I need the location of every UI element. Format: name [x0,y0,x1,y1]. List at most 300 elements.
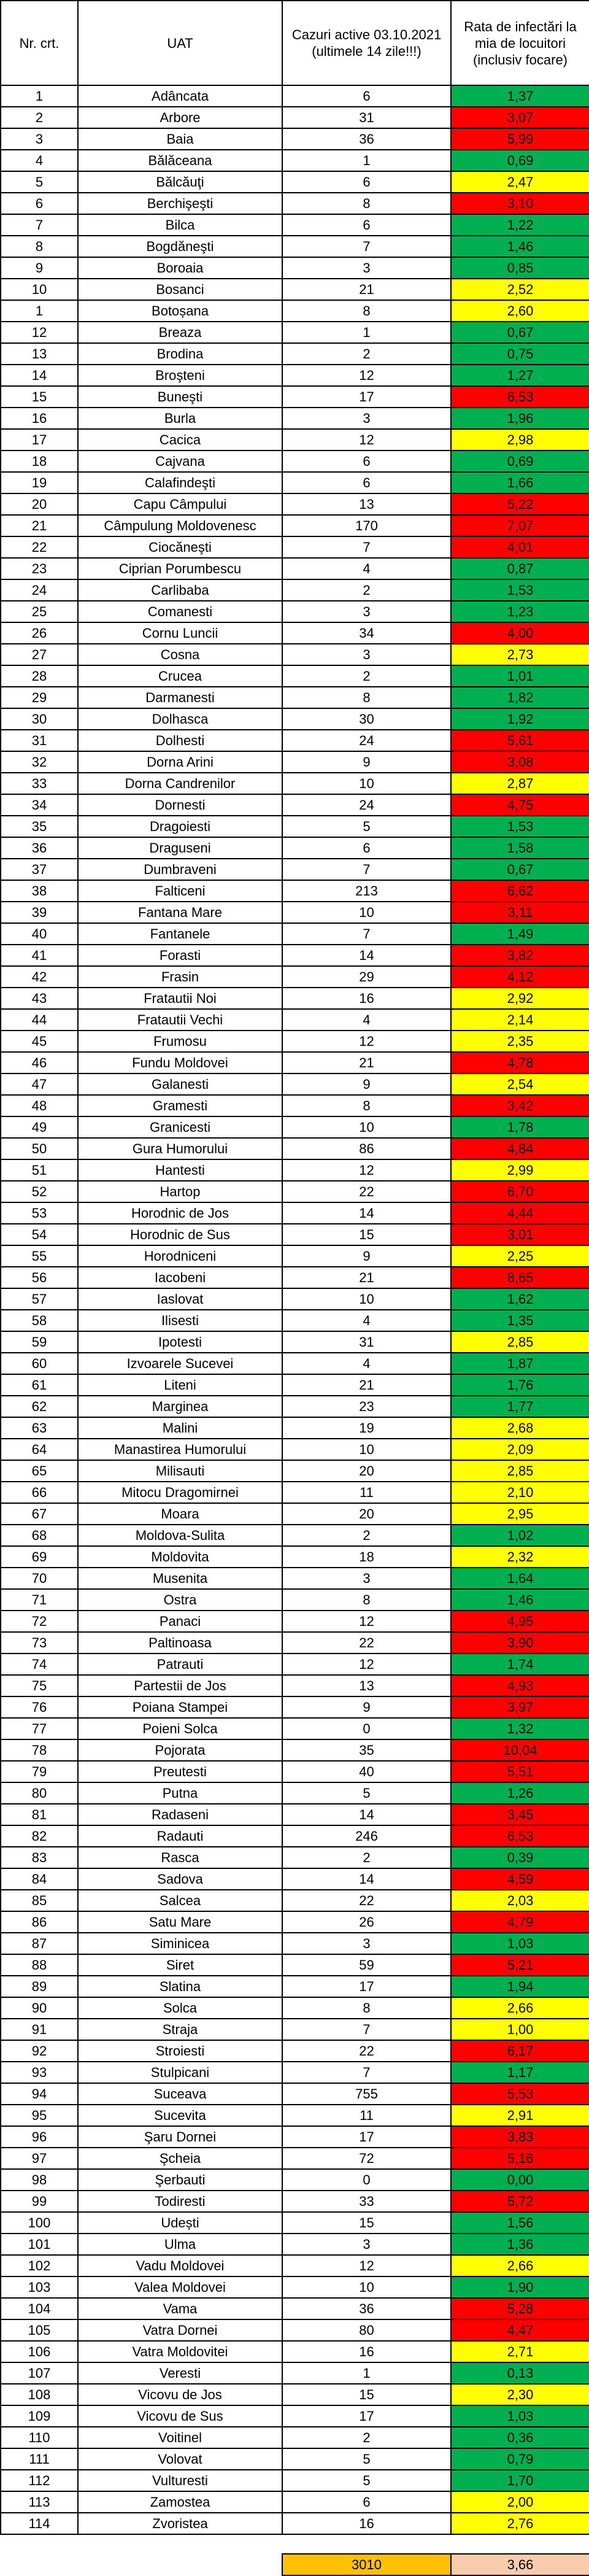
row-uat: Partestii de Jos [78,1675,282,1696]
table-row [1,601,589,622]
row-nr: 89 [1,1976,78,1997]
row-infection-rate: 1,94 [451,1976,589,1997]
row-active-cases: 6 [282,837,451,859]
row-infection-rate: 4,59 [451,1868,589,1890]
row-nr: 109 [1,2405,78,2427]
row-nr: 101 [1,2234,78,2255]
row-infection-rate: 2,60 [451,300,589,322]
row-uat: Ipotesti [78,1331,282,1353]
row-nr: 88 [1,1954,78,1976]
row-uat: Adâncata [78,85,282,107]
table-row [1,1138,589,1159]
row-infection-rate: 1,46 [451,236,589,257]
row-uat: Cajvana [78,451,282,472]
table-row [1,1460,589,1482]
row-infection-rate: 1,70 [451,2470,589,2491]
table-row [1,1331,589,1353]
row-uat: Fantana Mare [78,902,282,923]
row-active-cases: 8 [282,1589,451,1611]
row-infection-rate: 3,90 [451,1632,589,1654]
row-infection-rate: 1,23 [451,601,589,622]
row-uat: Granicesti [78,1116,282,1138]
row-active-cases: 22 [282,1890,451,1911]
blank-cell [1,2554,78,2575]
row-uat: Hartop [78,1181,282,1202]
row-uat: Bosanci [78,279,282,300]
row-nr: 30 [1,708,78,730]
row-active-cases: 2 [282,1847,451,1868]
table-row [1,1310,589,1331]
row-uat: Stulpicani [78,2062,282,2083]
row-infection-rate: 6,53 [451,386,589,408]
table-row [1,794,589,816]
table-row [1,1911,589,1933]
row-infection-rate: 2,00 [451,2491,589,2513]
row-infection-rate: 1,46 [451,1589,589,1611]
row-nr: 48 [1,1095,78,1116]
row-active-cases: 18 [282,1546,451,1568]
row-infection-rate: 3,97 [451,1696,589,1718]
row-active-cases: 16 [282,988,451,1009]
row-infection-rate: 3,83 [451,2126,589,2148]
row-active-cases: 17 [282,2405,451,2427]
row-nr: 24 [1,579,78,601]
row-uat: Straja [78,2019,282,2040]
row-infection-rate: 0,69 [451,451,589,472]
row-nr: 65 [1,1460,78,1482]
row-uat: Comanesti [78,601,282,622]
row-infection-rate: 2,73 [451,644,589,665]
row-infection-rate: 3,82 [451,945,589,966]
row-uat: Pojorata [78,1739,282,1761]
table-row [1,816,589,837]
row-nr: 29 [1,687,78,708]
row-nr: 8 [1,236,78,257]
row-active-cases: 3 [282,601,451,622]
row-active-cases: 8 [282,193,451,214]
row-active-cases: 33 [282,2191,451,2212]
row-uat: Gura Humorului [78,1138,282,1159]
table-row [1,1202,589,1224]
row-nr: 104 [1,2298,78,2319]
row-nr: 69 [1,1546,78,1568]
row-nr: 100 [1,2212,78,2234]
table-row [1,515,589,536]
row-nr: 83 [1,1847,78,1868]
row-uat: Putna [78,1782,282,1804]
table-row [1,2169,589,2191]
row-nr: 39 [1,902,78,923]
row-infection-rate: 6,62 [451,880,589,902]
row-active-cases: 14 [282,1868,451,1890]
table-row [1,1245,589,1267]
blank-cell [78,2554,282,2575]
table-row [1,665,589,687]
row-active-cases: 22 [282,1181,451,1202]
row-nr: 63 [1,1417,78,1439]
row-infection-rate: 2,14 [451,1009,589,1031]
row-uat: Fratautii Noi [78,988,282,1009]
row-uat: Brodina [78,343,282,365]
row-active-cases: 21 [282,1374,451,1396]
table-row [1,1546,589,1568]
row-uat: Iacobeni [78,1267,282,1288]
row-infection-rate: 0,67 [451,322,589,343]
row-nr: 75 [1,1675,78,1696]
row-active-cases: 1 [282,322,451,343]
row-nr: 55 [1,1245,78,1267]
row-nr: 12 [1,322,78,343]
row-active-cases: 9 [282,1073,451,1095]
row-infection-rate: 5,51 [451,1761,589,1782]
row-infection-rate: 2,66 [451,2255,589,2276]
row-infection-rate: 2,30 [451,2384,589,2405]
row-active-cases: 7 [282,859,451,880]
row-nr: 110 [1,2427,78,2448]
row-infection-rate: 0,00 [451,2169,589,2191]
row-infection-rate: 7,07 [451,515,589,536]
row-uat: Dolhesti [78,730,282,751]
table-row [1,472,589,493]
row-uat: Moldovita [78,1546,282,1568]
row-infection-rate: 0,67 [451,859,589,880]
row-infection-rate: 5,72 [451,2191,589,2212]
row-active-cases: 22 [282,2040,451,2062]
row-nr: 79 [1,1761,78,1782]
row-uat: Solca [78,1997,282,2019]
row-nr: 105 [1,2319,78,2341]
row-nr: 19 [1,472,78,493]
row-uat: Vadu Moldovei [78,2255,282,2276]
row-infection-rate: 1,64 [451,1568,589,1589]
row-active-cases: 6 [282,85,451,107]
row-nr: 47 [1,1073,78,1095]
row-active-cases: 80 [282,2319,451,2341]
row-uat: Marginea [78,1396,282,1417]
row-nr: 87 [1,1933,78,1954]
row-active-cases: 7 [282,2062,451,2083]
table-row [1,1503,589,1525]
table-row [1,214,589,236]
row-nr: 71 [1,1589,78,1611]
table-row [1,2298,589,2319]
table-row [1,2019,589,2040]
row-active-cases: 10 [282,1439,451,1460]
row-infection-rate: 1,00 [451,2019,589,2040]
row-nr: 27 [1,644,78,665]
row-nr: 3 [1,128,78,150]
row-infection-rate: 1,87 [451,1353,589,1374]
row-active-cases: 7 [282,536,451,558]
row-infection-rate: 6,70 [451,1181,589,1202]
row-active-cases: 11 [282,2105,451,2126]
row-uat: Baia [78,128,282,150]
row-uat: Fundu Moldovei [78,1052,282,1073]
table-body [1,85,589,2534]
row-active-cases: 12 [282,1031,451,1052]
totals-section [1,2534,589,2575]
row-nr: 28 [1,665,78,687]
row-uat: Fantanele [78,923,282,945]
row-uat: Botoșana [78,300,282,322]
row-nr: 78 [1,1739,78,1761]
row-nr: 114 [1,2513,78,2534]
table-row [1,687,589,708]
row-active-cases: 16 [282,2513,451,2534]
header-nr: Nr. crt. [1,1,78,85]
row-infection-rate: 2,52 [451,279,589,300]
row-nr: 64 [1,1439,78,1460]
row-nr: 67 [1,1503,78,1525]
row-nr: 35 [1,816,78,837]
row-uat: Ciprian Porumbescu [78,558,282,579]
row-nr: 6 [1,193,78,214]
row-infection-rate: 1,32 [451,1718,589,1739]
row-active-cases: 9 [282,751,451,773]
row-active-cases: 246 [282,1825,451,1847]
row-active-cases: 24 [282,730,451,751]
table-row [1,2040,589,2062]
row-nr: 80 [1,1782,78,1804]
row-infection-rate: 1,92 [451,708,589,730]
row-active-cases: 0 [282,1718,451,1739]
row-infection-rate: 1,01 [451,665,589,687]
row-uat: Cosna [78,644,282,665]
table-row [1,1696,589,1718]
row-nr: 93 [1,2062,78,2083]
row-infection-rate: 10,04 [451,1739,589,1761]
table-row [1,1868,589,1890]
row-infection-rate: 1,76 [451,1374,589,1396]
table-row [1,708,589,730]
row-nr: 70 [1,1568,78,1589]
row-uat: Panaci [78,1611,282,1632]
row-active-cases: 34 [282,622,451,644]
table-row [1,107,589,128]
row-uat: Vatra Dornei [78,2319,282,2341]
row-uat: Gramesti [78,1095,282,1116]
row-uat: Patrauti [78,1654,282,1675]
row-nr: 43 [1,988,78,1009]
row-active-cases: 2 [282,343,451,365]
row-uat: Breaza [78,322,282,343]
row-uat: Liteni [78,1374,282,1396]
table-row [1,1675,589,1696]
row-infection-rate: 2,68 [451,1417,589,1439]
row-active-cases: 213 [282,880,451,902]
row-active-cases: 86 [282,1138,451,1159]
row-active-cases: 10 [282,773,451,794]
table-row [1,773,589,794]
row-nr: 66 [1,1482,78,1503]
row-nr: 54 [1,1224,78,1245]
row-nr: 95 [1,2105,78,2126]
table-row [1,2148,589,2169]
row-nr: 107 [1,2362,78,2384]
row-nr: 72 [1,1611,78,1632]
row-infection-rate: 2,71 [451,2341,589,2362]
row-infection-rate: 1,78 [451,1116,589,1138]
row-active-cases: 12 [282,365,451,386]
row-uat: Falticeni [78,880,282,902]
row-uat: Horodnic de Sus [78,1224,282,1245]
row-active-cases: 12 [282,1611,451,1632]
row-infection-rate: 1,17 [451,2062,589,2083]
row-active-cases: 14 [282,1804,451,1825]
row-uat: Vicovu de Jos [78,2384,282,2405]
row-active-cases: 4 [282,1310,451,1331]
table-row [1,751,589,773]
row-uat: Sucevita [78,2105,282,2126]
row-infection-rate: 1,03 [451,1933,589,1954]
row-infection-rate: 1,37 [451,85,589,107]
row-infection-rate: 2,35 [451,1031,589,1052]
row-uat: Manastirea Humorului [78,1439,282,1460]
table-row [1,837,589,859]
row-active-cases: 12 [282,1159,451,1181]
table-row [1,730,589,751]
row-uat: Dumbraveni [78,859,282,880]
row-infection-rate: 2,99 [451,1159,589,1181]
table-row [1,386,589,408]
row-uat: Iaslovat [78,1288,282,1310]
row-active-cases: 14 [282,945,451,966]
table-row [1,2448,589,2470]
row-uat: Buneşti [78,386,282,408]
row-uat: Valea Moldovei [78,2276,282,2298]
row-infection-rate: 4,47 [451,2319,589,2341]
row-active-cases: 3 [282,257,451,279]
row-infection-rate: 6,53 [451,1825,589,1847]
row-nr: 113 [1,2491,78,2513]
row-nr: 2 [1,107,78,128]
row-active-cases: 2 [282,665,451,687]
row-nr: 20 [1,493,78,515]
table-row [1,579,589,601]
row-nr: 62 [1,1396,78,1417]
row-active-cases: 10 [282,1116,451,1138]
row-infection-rate: 2,47 [451,171,589,193]
row-active-cases: 7 [282,2019,451,2040]
row-nr: 97 [1,2148,78,2169]
row-infection-rate: 5,21 [451,1954,589,1976]
row-active-cases: 4 [282,558,451,579]
table-row [1,1761,589,1782]
row-nr: 44 [1,1009,78,1031]
table-row [1,1890,589,1911]
table-row [1,2384,589,2405]
row-nr: 50 [1,1138,78,1159]
row-infection-rate: 5,53 [451,2083,589,2105]
row-infection-rate: 2,85 [451,1331,589,1353]
row-infection-rate: 1,56 [451,2212,589,2234]
row-active-cases: 7 [282,923,451,945]
table-row [1,966,589,988]
row-infection-rate: 5,61 [451,730,589,751]
table-row [1,1374,589,1396]
row-active-cases: 9 [282,1245,451,1267]
row-active-cases: 2 [282,579,451,601]
table-row [1,558,589,579]
row-infection-rate: 4,84 [451,1138,589,1159]
table-row [1,1611,589,1632]
row-nr: 84 [1,1868,78,1890]
row-uat: Stroiesti [78,2040,282,2062]
table-row [1,1804,589,1825]
table-row [1,2491,589,2513]
row-active-cases: 8 [282,687,451,708]
row-nr: 58 [1,1310,78,1331]
row-nr: 32 [1,751,78,773]
row-active-cases: 23 [282,1396,451,1417]
table-row [1,322,589,343]
row-infection-rate: 4,00 [451,622,589,644]
row-infection-rate: 2,66 [451,1997,589,2019]
row-uat: Todiresti [78,2191,282,2212]
row-active-cases: 35 [282,1739,451,1761]
row-uat: Capu Câmpului [78,493,282,515]
row-nr: 10 [1,279,78,300]
row-nr: 26 [1,622,78,644]
row-nr: 86 [1,1911,78,1933]
row-nr: 18 [1,451,78,472]
row-uat: Malini [78,1417,282,1439]
table-row [1,1073,589,1095]
row-uat: Paltinoasa [78,1632,282,1654]
row-infection-rate: 1,02 [451,1525,589,1546]
row-nr: 38 [1,880,78,902]
row-infection-rate: 1,26 [451,1782,589,1804]
row-active-cases: 6 [282,472,451,493]
row-uat: Şcheia [78,2148,282,2169]
row-infection-rate: 1,74 [451,1654,589,1675]
row-infection-rate: 5,22 [451,493,589,515]
row-nr: 68 [1,1525,78,1546]
table-row [1,1782,589,1804]
row-active-cases: 20 [282,1460,451,1482]
row-infection-rate: 1,53 [451,816,589,837]
row-uat: Zvoristea [78,2513,282,2534]
row-uat: Crucea [78,665,282,687]
table-row [1,279,589,300]
table-row [1,1009,589,1031]
row-nr: 46 [1,1052,78,1073]
row-uat: Şerbauti [78,2169,282,2191]
row-active-cases: 2 [282,2427,451,2448]
table-row [1,2062,589,2083]
row-nr: 14 [1,365,78,386]
row-uat: Şaru Dornei [78,2126,282,2148]
row-active-cases: 12 [282,429,451,451]
row-uat: Slatina [78,1976,282,1997]
row-nr: 99 [1,2191,78,2212]
row-infection-rate: 1,53 [451,579,589,601]
row-nr: 73 [1,1632,78,1654]
table-row [1,1654,589,1675]
table-row [1,1976,589,1997]
row-active-cases: 20 [282,1503,451,1525]
row-nr: 51 [1,1159,78,1181]
table-row [1,236,589,257]
row-nr: 92 [1,2040,78,2062]
table-row [1,1589,589,1611]
table-row [1,1181,589,1202]
table-row [1,1052,589,1073]
row-uat: Salcea [78,1890,282,1911]
table-row [1,1031,589,1052]
row-infection-rate: 2,09 [451,1439,589,1460]
row-nr: 52 [1,1181,78,1202]
